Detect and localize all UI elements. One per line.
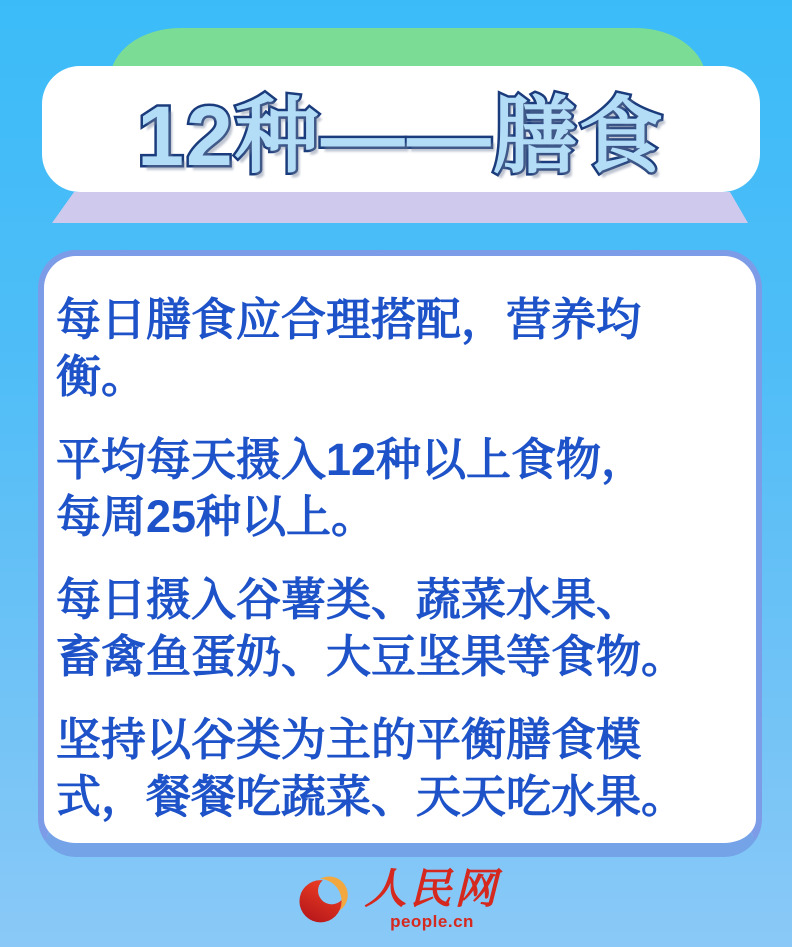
logo-text-en: people.cn xyxy=(390,912,474,931)
paragraph-line: 式，餐餐吃蔬菜、天天吃水果。 xyxy=(56,771,687,822)
paragraph-line: 平均每天摄入12种以上食物， xyxy=(56,434,647,485)
paragraph-food-variety xyxy=(56,431,744,545)
paragraph-line: 每日摄入谷薯类、蔬菜水果、 xyxy=(56,574,642,625)
footer-logo xyxy=(0,868,792,931)
logo-text-cn: 人民网 xyxy=(364,867,500,913)
paragraph-diet-balance xyxy=(56,291,744,405)
title-banner xyxy=(42,66,760,192)
paragraph-line: 每周25种以上。 xyxy=(56,491,377,542)
header-purple-ribbon xyxy=(52,192,748,223)
paragraph-line: 畜禽鱼蛋奶、大豆坚果等食物。 xyxy=(56,631,687,682)
paragraph-grain-based-pattern xyxy=(56,711,744,825)
logo-text-block xyxy=(364,868,499,931)
paragraph-line: 坚持以谷类为主的平衡膳食模 xyxy=(56,714,642,765)
people-cn-logo-icon xyxy=(292,869,354,931)
paragraph-food-groups xyxy=(56,571,744,685)
content-card xyxy=(38,250,762,857)
poster-title: 12种——膳食 xyxy=(137,88,665,183)
paragraph-line: 衡。 xyxy=(56,351,147,402)
paragraph-line: 每日膳食应合理搭配，营养均 xyxy=(56,294,642,345)
